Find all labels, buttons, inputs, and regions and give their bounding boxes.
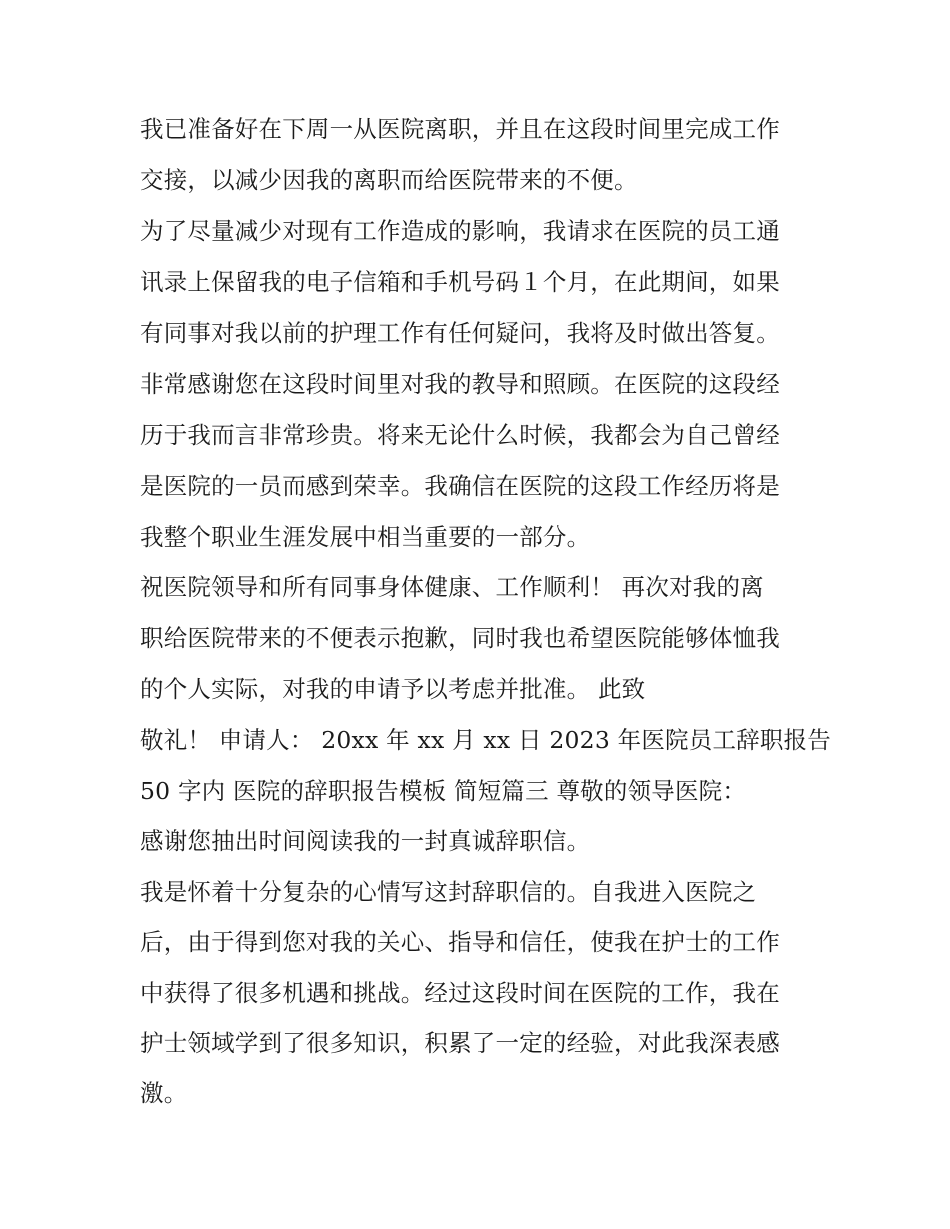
text-line: 讯录上保留我的电子信箱和手机号码１个月，在此期间，如果 [140, 268, 780, 296]
text-line: 中获得了很多机遇和挑战。经过这段时间在医院的工作，我在 [140, 979, 780, 1007]
text-line: 有同事对我以前的护理工作有任何疑问，我将及时做出答复。 [140, 319, 780, 347]
text-line: 职给医院带来的不便表示抱歉，同时我也希望医院能够体恤我 [140, 624, 780, 652]
text-line: 为了尽量减少对现有工作造成的影响，我请求在医院的员工通 [140, 217, 780, 245]
text-line: 激。 [140, 1079, 188, 1107]
text-line: 历于我而言非常珍贵。将来无论什么时候，我都会为自己曾经 [140, 421, 780, 449]
text-line: 交接，以减少因我的离职而给医院带来的不便。 [140, 166, 638, 194]
text-line: 我整个职业生涯发展中相当重要的一部分。 [140, 523, 591, 551]
text-line: 祝医院领导和所有同事身体健康、工作顺利！ 再次对我的离 [140, 573, 764, 601]
text-line: 我是怀着十分复杂的心情写这封辞职信的。自我进入医院之 [140, 878, 757, 906]
text-line: 敬礼！ 申请人： 20xx 年 xx 月 xx 日 2023 年医院员工辞职报告 [140, 726, 831, 754]
text-line: 感谢您抽出时间阅读我的一封真诚辞职信。 [140, 827, 591, 855]
text-line: 后，由于得到您对我的关心、指导和信任，使我在护士的工作 [140, 928, 780, 956]
text-line: 我已准备好在下周一从医院离职，并且在这段时间里完成工作 [140, 115, 780, 143]
text-line: 的个人实际，对我的申请予以考虑并批准。 此致 [140, 675, 646, 703]
text-line: 护士领域学到了很多知识，积累了一定的经验，对此我深表感 [140, 1029, 780, 1057]
text-line: 50 字内 医院的辞职报告模板 简短篇三 尊敬的领导医院： [140, 777, 747, 805]
text-line: 非常感谢您在这段时间里对我的教导和照顾。在医院的这段经 [140, 370, 780, 398]
text-line: 是医院的一员而感到荣幸。我确信在医院的这段工作经历将是 [140, 472, 780, 500]
